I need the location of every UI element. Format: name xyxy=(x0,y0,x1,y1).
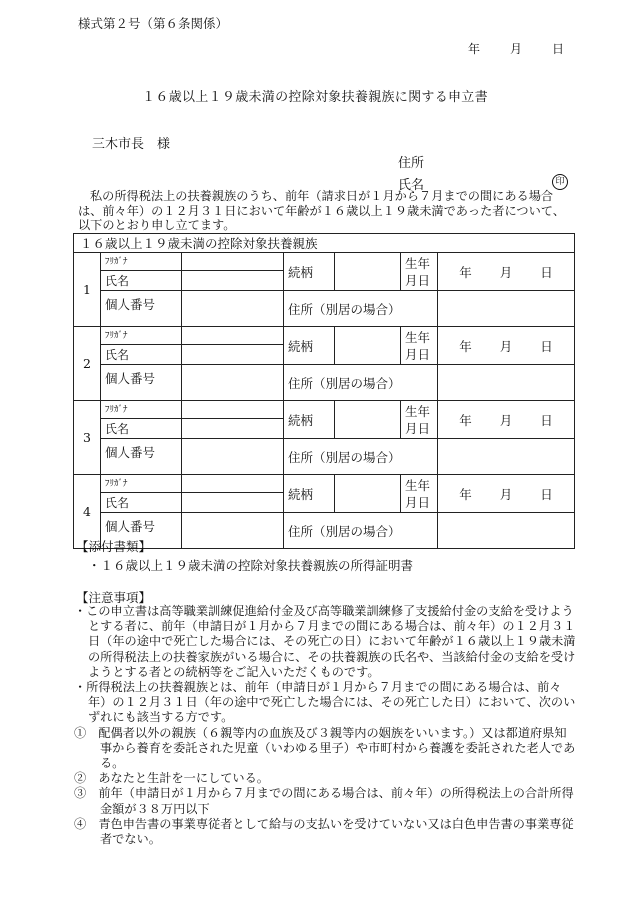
separate-address-label: 住所（別居の場合） xyxy=(284,291,438,327)
attachment-item: ・１６歳以上１９歳未満の控除対象扶養親族の所得証明書 xyxy=(88,558,414,573)
addressee: 三木市長 様 xyxy=(92,137,171,152)
birthdate-field[interactable] xyxy=(438,253,575,291)
intro-text: 私の所得税法上の扶養親族のうち、前年（請求日が１月から７月までの間にある場合は、前々年）の１２月３１日において年齢が１６歳以上１９歳未満であった者について、以下のとおり申し立てます。 xyxy=(78,189,565,232)
notice-item-1: ① 配偶者以外の親族（６親等内の血族及び３親等内の姻族をいいます。）又は都道府県知事から養育を委託された児童（いわゆる里子）や市町村から養護を委託された老人である。 xyxy=(74,725,576,771)
personal-number-field[interactable] xyxy=(182,365,284,401)
birth-month: 月 xyxy=(499,486,513,502)
row-number: 1 xyxy=(74,253,101,327)
separate-address-field[interactable] xyxy=(438,365,575,401)
birthdate-field[interactable] xyxy=(438,327,575,365)
birth-year: 年 xyxy=(459,486,472,502)
birthdate-field[interactable] xyxy=(438,475,575,513)
separate-address-label: 住所（別居の場合） xyxy=(284,439,438,475)
birth-month: 月 xyxy=(499,338,513,354)
name-field[interactable] xyxy=(182,493,284,513)
table-header: １６歳以上１９歳未満の控除対象扶養親族 xyxy=(74,234,575,253)
birth-label-1: 生年 xyxy=(405,255,431,271)
furigana-label: ﾌﾘｶﾞﾅ xyxy=(101,253,182,271)
form-number: 様式第２号（第６条関係） xyxy=(78,16,229,31)
relation-field[interactable] xyxy=(335,475,401,513)
separate-address-label: 住所（別居の場合） xyxy=(284,513,438,549)
birthdate-label xyxy=(401,475,438,513)
document-title: １６歳以上１９歳未満の控除対象扶養親族に関する申立書 xyxy=(142,90,488,105)
birthdate-label xyxy=(401,401,438,439)
name-label: 氏名 xyxy=(101,345,182,365)
furigana-field[interactable] xyxy=(182,401,284,419)
relation-field[interactable] xyxy=(335,401,401,439)
personal-number-label: 個人番号 xyxy=(101,439,182,475)
dependent-row xyxy=(74,475,575,493)
birth-label-2: 月日 xyxy=(405,272,431,288)
notice-item-4: ④ 青色申告書の事業専従者として給与の支払いを受けていない又は白色申告書の事業専従者でない。 xyxy=(74,816,574,847)
furigana-label: ﾌﾘｶﾞﾅ xyxy=(101,475,182,493)
notice-body xyxy=(74,604,578,847)
birth-day: 日 xyxy=(540,412,553,428)
birthdate-field[interactable] xyxy=(438,401,575,439)
relation-label: 続柄 xyxy=(284,475,335,513)
name-label: 氏名 xyxy=(101,493,182,513)
personal-number-label: 個人番号 xyxy=(101,291,182,327)
birth-month: 月 xyxy=(499,412,513,428)
personal-number-field[interactable] xyxy=(182,513,284,549)
birth-label-1: 生年 xyxy=(405,329,431,345)
separate-address-field[interactable] xyxy=(438,439,575,475)
birth-year: 年 xyxy=(459,412,472,428)
relation-field[interactable] xyxy=(335,327,401,365)
date-year: 年 xyxy=(468,42,481,56)
relation-label: 続柄 xyxy=(284,401,335,439)
dependent-row xyxy=(74,253,575,271)
seal-mark: 印 xyxy=(552,174,568,190)
birth-label-2: 月日 xyxy=(405,346,431,362)
date-month: 月 xyxy=(510,42,523,56)
birth-year: 年 xyxy=(459,338,472,354)
notice-bullet-1: ・この申立書は高等職業訓練促進給付金及び高等職業訓練修了支援給付金の支給を受けようとする者に、前年（申請日が１月から７月までの間にある場合は、前々年）の１２月３１日（年の途中で死亡した場合には、その死亡の日）において年齢が１６歳以上１９歳未満の所得税法上の扶養家族がいる場合に、その扶養親族の氏名や、当該給付金の支給を受けようとする者との続柄等をご記入いただくものです。 xyxy=(74,604,576,679)
birth-label-1: 生年 xyxy=(405,477,431,493)
furigana-field[interactable] xyxy=(182,327,284,345)
name-field[interactable] xyxy=(182,271,284,291)
relation-label: 続柄 xyxy=(284,327,335,365)
name-field[interactable] xyxy=(182,419,284,439)
personal-number-field[interactable] xyxy=(182,439,284,475)
relation-label: 続柄 xyxy=(284,253,335,291)
separate-address-label: 住所（別居の場合） xyxy=(284,365,438,401)
personal-number-field[interactable] xyxy=(182,291,284,327)
notice-item-3: ③ 前年（申請日が１月から７月までの間にある場合は、前々年）の所得税法上の合計所得金額が３８万円以下 xyxy=(74,786,574,816)
separate-address-field[interactable] xyxy=(438,513,575,549)
birth-day: 日 xyxy=(540,338,553,354)
row-number: 4 xyxy=(74,475,101,549)
personal-number-label: 個人番号 xyxy=(101,513,182,549)
notice-heading: 【注意事項】 xyxy=(76,590,152,605)
birth-month: 月 xyxy=(499,264,513,280)
applicant-name-label: 氏名 xyxy=(398,178,425,193)
birth-label-2: 月日 xyxy=(405,420,431,436)
furigana-label: ﾌﾘｶﾞﾅ xyxy=(101,327,182,345)
birth-day: 日 xyxy=(540,264,553,280)
dependent-row xyxy=(74,327,575,345)
birth-label-2: 月日 xyxy=(405,494,431,510)
row-number: 2 xyxy=(74,327,101,401)
birth-label-1: 生年 xyxy=(405,403,431,419)
notice-item-2: ② あなたと生計を一にしている。 xyxy=(74,771,269,786)
furigana-field[interactable] xyxy=(182,253,284,271)
furigana-label: ﾌﾘｶﾞﾅ xyxy=(101,401,182,419)
birthdate-label xyxy=(401,253,438,291)
date-day: 日 xyxy=(552,42,565,56)
name-label: 氏名 xyxy=(101,419,182,439)
name-field[interactable] xyxy=(182,345,284,365)
date-line xyxy=(468,40,564,57)
dependent-row xyxy=(74,401,575,419)
row-number: 3 xyxy=(74,401,101,475)
birth-year: 年 xyxy=(459,264,472,280)
applicant-address-label: 住所 xyxy=(398,156,425,171)
birth-day: 日 xyxy=(540,486,553,502)
name-label: 氏名 xyxy=(101,271,182,291)
relation-field[interactable] xyxy=(335,253,401,291)
notice-bullet-2: ・所得税法上の扶養親族とは、前年（申請日が１月から７月までの間にある場合は、前々年）の１２月３１日（年の途中で死亡した場合には、その死亡した日）において、次のいずれにも該当する方です。 xyxy=(74,680,576,725)
personal-number-label: 個人番号 xyxy=(101,365,182,401)
separate-address-field[interactable] xyxy=(438,291,575,327)
furigana-field[interactable] xyxy=(182,475,284,493)
birthdate-label xyxy=(401,327,438,365)
attachments-heading: 【添付書類】 xyxy=(76,539,152,554)
dependents-table xyxy=(73,233,575,549)
